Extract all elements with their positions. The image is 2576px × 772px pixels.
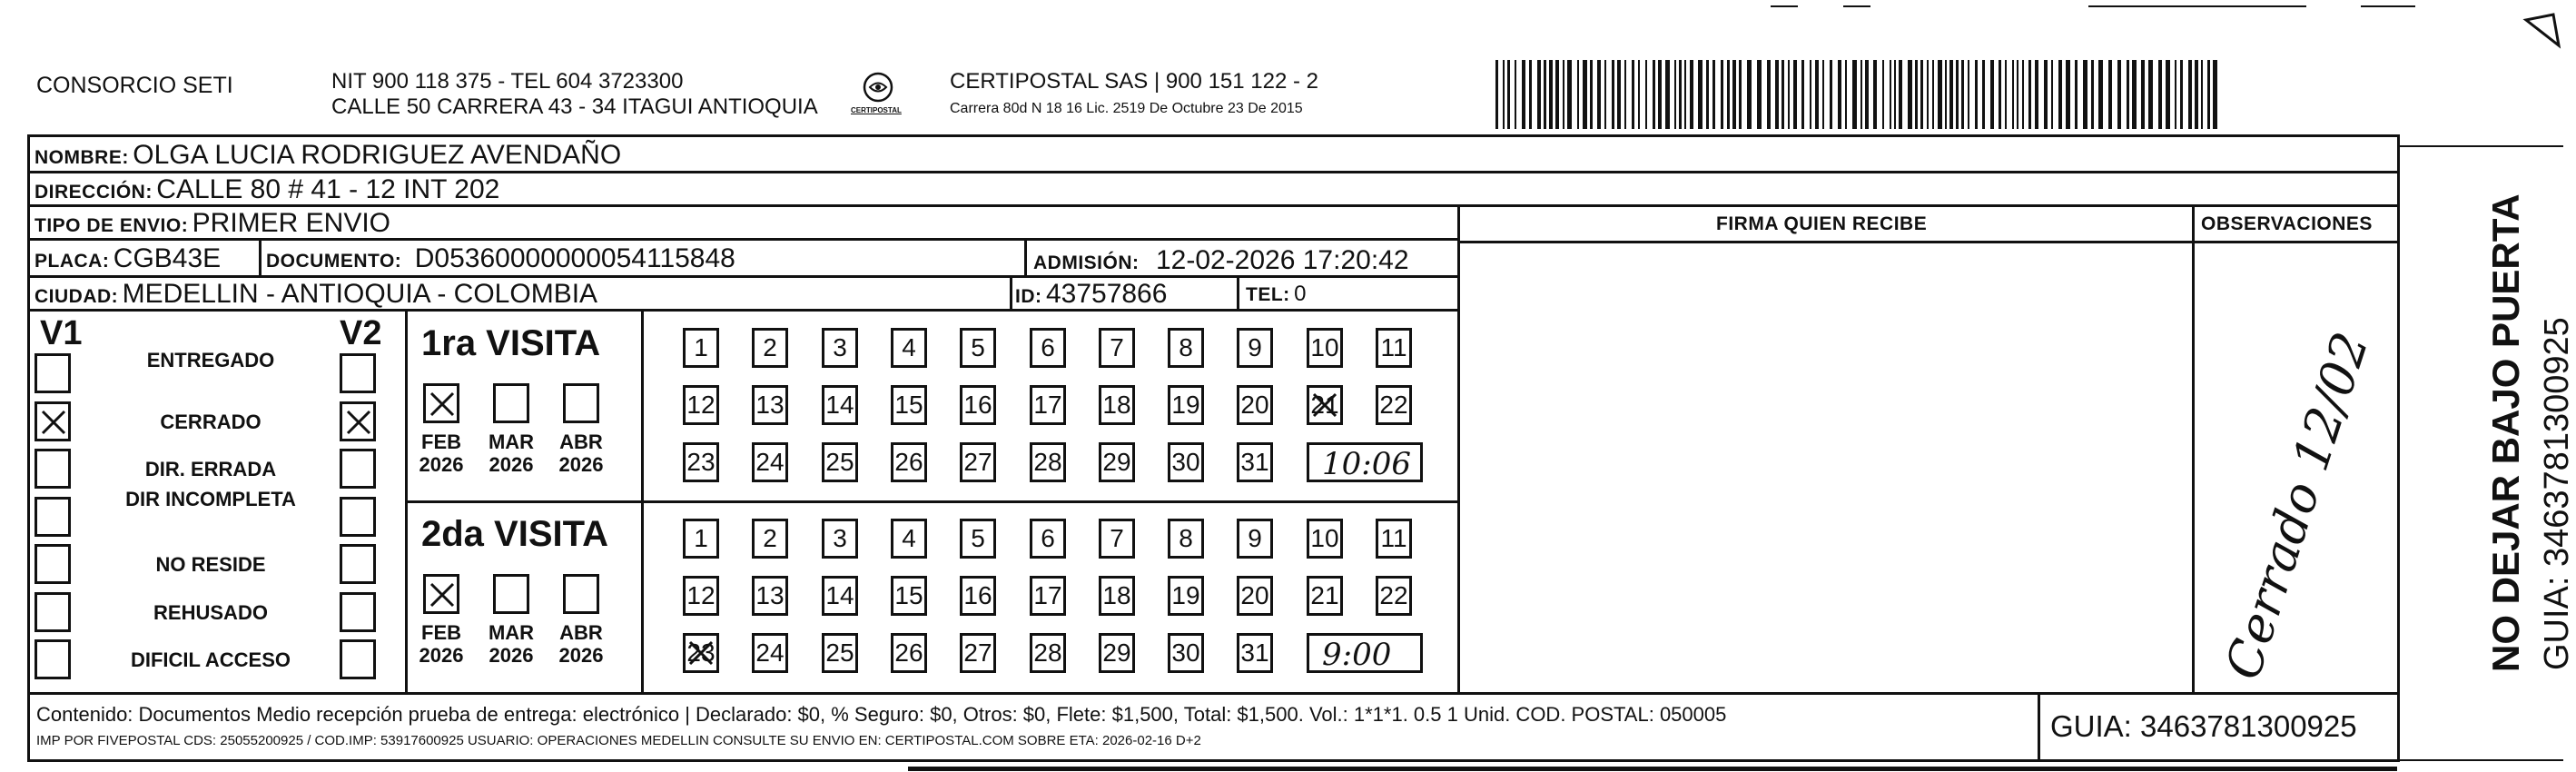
day-checkbox[interactable]: 8 [1168,519,1204,559]
check-mark [686,638,716,668]
check-mark [39,408,68,437]
barcode-bar [1563,60,1564,129]
footer-content-line: Contenido: Documentos Medio recepción prueba de entrega: electrónico | Declarado: $0, % Seguro: $0, Otros: $0, Flete: $1,500, Total: $1,500. Vol.: 1*1*1. 0.5 1 Unid. COD. POSTAL: 050005 [36,703,1727,726]
barcode-bar [2195,60,2198,129]
barcode-bar [2066,60,2070,129]
day-checkbox[interactable]: 29 [1099,633,1135,673]
day-checkbox[interactable]: 28 [1030,442,1066,482]
month-label: ABR 2026 [558,431,604,477]
check-mark [344,408,373,437]
visit-time: 9:00 [1322,637,1392,673]
day-checkbox[interactable]: 23 [683,633,719,673]
barcode-bar [1577,60,1579,129]
barcode-bar [2166,60,2170,129]
barcode-bar [1788,60,1790,129]
barcode-bar [1645,60,1647,129]
day-checkbox[interactable]: 6 [1030,328,1066,368]
ciudad-row [35,281,597,308]
barcode-bar [1507,60,1510,129]
day-checkbox[interactable]: 2 [752,519,788,559]
first-visit-title: 1ra VISITA [421,323,601,363]
barcode-bar [1674,60,1676,129]
visit-state-label: CERRADO [160,411,262,433]
day-checkbox[interactable]: 31 [1237,442,1273,482]
day-checkbox[interactable]: 14 [822,576,858,616]
tel-label: TEL: [1246,284,1290,305]
barcode-bar [1604,60,1606,129]
barcode-bar [2028,60,2031,129]
v1-checkbox[interactable] [35,497,71,537]
logo-caption: CERTIPOSTAL [851,106,902,114]
barcode-bar [1679,60,1682,129]
day-checkbox[interactable]: 2 [752,328,788,368]
tel-row [1246,283,1307,305]
check-mark [428,580,457,609]
day-checkbox[interactable]: 18 [1099,385,1135,425]
barcode-bar [1739,60,1742,129]
month-checkbox[interactable] [563,574,599,614]
tel-value: 0 [1294,282,1307,306]
barcode-bar [1775,60,1779,129]
check-mark [1310,391,1339,420]
day-checkbox[interactable]: 4 [891,328,927,368]
barcode-bar [2207,60,2210,129]
v2-label: V2 [340,314,382,352]
v1-checkbox[interactable] [35,401,71,441]
barcode-bar [2180,60,2183,129]
barcode-bar [1638,60,1640,129]
barcode-bar [1949,60,1953,129]
barcode-bar [1956,60,1959,129]
day-checkbox[interactable]: 16 [960,576,996,616]
v2-checkbox[interactable] [340,497,376,537]
day-checkbox[interactable]: 12 [683,576,719,616]
barcode-bar [1495,60,1498,129]
footer-print-line: IMP POR FIVEPOSTAL CDS: 25055200925 / COD.IMP: 53917600925 USUARIO: OPERACIONES MEDELLIN CONSULTE SU ENVIO EN: CERTIPOSTAL.COM SOBRE ETA: 2026-02-16 D+2 [36,733,1201,748]
barcode-bar [1632,60,1634,129]
v2-checkbox[interactable] [340,353,376,393]
carrier-license: Carrera 80d N 18 16 Lic. 2519 De Octubre 23 De 2015 [950,101,1303,116]
barcode-bar [1961,60,1964,129]
day-checkbox[interactable]: 21 [1307,385,1343,425]
sender-nit: NIT 900 118 375 - TEL 604 3723300 [331,69,684,94]
day-checkbox[interactable]: 15 [891,385,927,425]
barcode-bar [1932,60,1934,129]
barcode-bar [1938,60,1942,129]
day-checkbox[interactable]: 11 [1376,328,1412,368]
barcode-bar [1665,60,1670,129]
barcode [1494,60,2220,129]
v2-checkbox[interactable] [340,639,376,679]
barcode-bar [2098,60,2103,129]
barcode-bar [1810,60,1811,129]
visit-state-label: DIR INCOMPLETA [125,488,296,510]
barcode-bar [1894,60,1896,129]
day-checkbox[interactable]: 25 [822,633,858,673]
side-warning: NO DEJAR BAJO PUERTA [2484,193,2527,672]
observaciones-header: OBSERVACIONES [2201,213,2373,234]
id-label: ID: [1015,286,1042,307]
day-checkbox[interactable]: 6 [1030,519,1066,559]
barcode-bar [2083,60,2087,129]
barcode-bar [1617,60,1621,129]
day-checkbox[interactable]: 19 [1168,385,1204,425]
barcode-bar [1873,60,1877,129]
nombre-label: NOMBRE: [35,147,129,168]
barcode-bar [1690,60,1693,129]
day-checkbox[interactable]: 25 [822,442,858,482]
day-checkbox[interactable]: 18 [1099,576,1135,616]
month-checkbox[interactable] [423,574,459,614]
month-checkbox[interactable] [423,383,459,423]
barcode-bar [1968,60,1969,129]
barcode-bar [1549,60,1553,129]
barcode-bar [1852,60,1857,129]
day-checkbox[interactable]: 9 [1237,328,1273,368]
barcode-bar [1597,60,1601,129]
day-checkbox[interactable]: 24 [752,442,788,482]
barcode-bar [1624,60,1626,129]
barcode-bar [1721,60,1723,129]
carrier-name: CERTIPOSTAL SAS | 900 151 122 - 2 [950,69,1318,94]
admision-row [1033,247,1409,274]
barcode-bar [1860,60,1862,129]
barcode-bar [1975,60,1978,129]
v1-checkbox[interactable] [35,544,71,584]
day-checkbox[interactable]: 12 [683,385,719,425]
barcode-bar [1567,60,1572,129]
barcode-bar [1503,60,1505,129]
barcode-bar [1793,60,1797,129]
month-label: FEB 2026 [419,431,464,477]
day-checkbox[interactable]: 30 [1168,633,1204,673]
barcode-bar [1590,60,1593,129]
barcode-bar [2188,60,2192,129]
check-mark [428,390,457,419]
day-checkbox[interactable]: 5 [960,519,996,559]
barcode-bar [2201,60,2203,129]
day-checkbox[interactable]: 27 [960,442,996,482]
documento-label: DOCUMENTO: [266,251,402,272]
barcode-bar [2058,60,2062,129]
month-label: MAR 2026 [488,431,535,477]
visit-state-label: REHUSADO [153,601,268,624]
day-checkbox[interactable]: 14 [822,385,858,425]
barcode-bar [2108,60,2112,129]
direccion-label: DIRECCIÓN: [35,182,153,203]
barcode-bar [1653,60,1655,129]
corner-mark [2524,13,2561,49]
day-checkbox[interactable]: 11 [1376,519,1412,559]
placa-value: CGB43E [113,243,222,273]
ciudad-value: MEDELLIN - ANTIOQUIA - COLOMBIA [122,279,598,309]
barcode-bar [2127,60,2129,129]
v2-checkbox[interactable] [340,401,376,441]
barcode-bar [1927,60,1929,129]
barcode-bar [2175,60,2176,129]
documento-row [266,245,735,272]
barcode-bar [1747,60,1752,129]
v1-label: V1 [40,314,83,352]
day-checkbox[interactable]: 22 [1376,385,1412,425]
v1-checkbox[interactable] [35,449,71,489]
visit-time: 10:06 [1322,446,1411,482]
ciudad-label: CIUDAD: [35,286,119,307]
direccion-value: CALLE 80 # 41 - 12 INT 202 [156,174,500,204]
day-checkbox[interactable]: 20 [1237,576,1273,616]
barcode-bar [1698,60,1703,129]
barcode-bar [1865,60,1869,129]
tipo-envio-label: TIPO DE ENVIO: [35,215,189,236]
barcode-bar [2075,60,2078,129]
day-checkbox[interactable]: 24 [752,633,788,673]
documento-value: D05360000000054115848 [414,243,735,273]
barcode-bar [1658,60,1662,129]
id-value: 43757866 [1045,279,1168,309]
barcode-bar [1899,60,1902,129]
day-checkbox[interactable]: 20 [1237,385,1273,425]
barcode-bar [1822,60,1824,129]
barcode-bar [1890,60,1891,129]
v1-checkbox[interactable] [35,592,71,632]
barcode-bar [1920,60,1923,129]
month-checkbox[interactable] [493,574,529,614]
day-checkbox[interactable]: 7 [1099,519,1135,559]
id-row [1015,281,1167,308]
placa-label: PLACA: [35,251,110,272]
barcode-bar [1544,60,1546,129]
day-checkbox[interactable]: 5 [960,328,996,368]
barcode-bar [2051,60,2053,129]
barcode-bar [1706,60,1709,129]
barcode-bar [1945,60,1947,129]
day-checkbox[interactable]: 31 [1237,633,1273,673]
tipo-envio-row [35,210,390,237]
day-checkbox[interactable]: 13 [752,576,788,616]
barcode-bar [1838,60,1841,129]
barcode-bar [1732,60,1736,129]
day-checkbox[interactable]: 21 [1307,576,1343,616]
visit-state-label: NO RESIDE [155,553,266,576]
barcode-bar [1999,60,2001,129]
barcode-bar [1612,60,1614,129]
v2-checkbox[interactable] [340,592,376,632]
admision-label: ADMISIÓN: [1033,252,1140,273]
barcode-bar [1684,60,1686,129]
v1-checkbox[interactable] [35,353,71,393]
day-checkbox[interactable]: 1 [683,519,719,559]
barcode-bar [1727,60,1730,129]
barcode-bar [2035,60,2038,129]
day-checkbox[interactable]: 10 [1307,328,1343,368]
day-checkbox[interactable]: 8 [1168,328,1204,368]
day-checkbox[interactable]: 26 [891,442,927,482]
barcode-bar [2132,60,2137,129]
barcode-bar [1529,60,1532,129]
tipo-envio-value: PRIMER ENVIO [192,208,391,238]
sender-name: CONSORCIO SETI [36,73,233,98]
day-checkbox[interactable]: 15 [891,576,927,616]
month-label: ABR 2026 [558,621,604,668]
nombre-row [35,142,621,169]
barcode-bar [2117,60,2121,129]
month-checkbox[interactable] [563,383,599,423]
barcode-bar [2141,60,2145,129]
footer-guia: GUIA: 3463781300925 [2050,709,2357,743]
barcode-bar [1537,60,1541,129]
day-checkbox[interactable]: 4 [891,519,927,559]
handwritten-note [2206,309,2388,690]
day-checkbox[interactable]: 9 [1237,519,1273,559]
visit-state-label: ENTREGADO [146,349,275,371]
day-checkbox[interactable]: 13 [752,385,788,425]
barcode-bar [1515,60,1516,129]
barcode-bar [2148,60,2153,129]
day-checkbox[interactable]: 16 [960,385,996,425]
admision-value: 12-02-2026 17:20:42 [1155,245,1409,275]
second-visit-title: 2da VISITA [421,514,608,554]
day-checkbox[interactable]: 23 [683,442,719,482]
month-label: FEB 2026 [419,621,464,668]
barcode-bar [2017,60,2018,129]
barcode-bar [1982,60,1985,129]
day-checkbox[interactable]: 17 [1030,576,1066,616]
v2-checkbox[interactable] [340,544,376,584]
barcode-bar [1757,60,1762,129]
barcode-bar [2005,60,2007,129]
barcode-bar [1522,60,1525,129]
sender-address: CALLE 50 CARRERA 43 - 34 ITAGUI ANTIOQUIA [331,94,818,119]
barcode-bar [1555,60,1559,129]
handwritten-note-text: Cerrado 12/02 [2214,325,2380,687]
v1-checkbox[interactable] [35,639,71,679]
day-checkbox[interactable]: 26 [891,633,927,673]
day-checkbox[interactable]: 27 [960,633,996,673]
day-checkbox[interactable]: 19 [1168,576,1204,616]
visit-time-box[interactable] [1307,442,1423,482]
firma-header: FIRMA QUIEN RECIBE [1716,213,1928,234]
barcode-bar [2091,60,2094,129]
visit-state-label: DIR. ERRADA [144,458,277,480]
direccion-row [35,176,499,203]
barcode-bar [1583,60,1587,129]
barcode-bar [1815,60,1819,129]
placa-row [35,245,221,272]
barcode-bar [1990,60,1994,129]
barcode-bar [1830,60,1832,129]
barcode-bar [1908,60,1912,129]
day-checkbox[interactable]: 3 [822,328,858,368]
visit-state-label: DIFICIL ACCESO [130,648,291,671]
barcode-bar [2012,60,2014,129]
barcode-bar [2213,60,2217,129]
barcode-bar [2022,60,2024,129]
side-guia: GUIA: 3463781300925 [2538,317,2576,670]
barcode-bar [1767,60,1771,129]
day-checkbox[interactable]: 1 [683,328,719,368]
month-label: MAR 2026 [488,621,535,668]
barcode-bar [1915,60,1918,129]
barcode-bar [1781,60,1784,129]
day-checkbox[interactable]: 3 [822,519,858,559]
barcode-bar [1845,60,1847,129]
day-checkbox[interactable]: 30 [1168,442,1204,482]
nombre-value: OLGA LUCIA RODRIGUEZ AVENDAÑO [133,140,622,170]
day-checkbox[interactable]: 7 [1099,328,1135,368]
day-checkbox[interactable]: 29 [1099,442,1135,482]
barcode-bar [2044,60,2048,129]
month-checkbox[interactable] [493,383,529,423]
barcode-bar [2158,60,2162,129]
barcode-bar [1882,60,1884,129]
day-checkbox[interactable]: 17 [1030,385,1066,425]
day-checkbox[interactable]: 28 [1030,633,1066,673]
v2-checkbox[interactable] [340,449,376,489]
barcode-bar [1712,60,1715,129]
certipostal-logo [851,67,905,122]
barcode-bar [1801,60,1804,129]
day-checkbox[interactable]: 10 [1307,519,1343,559]
day-checkbox[interactable]: 22 [1376,576,1412,616]
visit-time-box[interactable] [1307,633,1423,673]
